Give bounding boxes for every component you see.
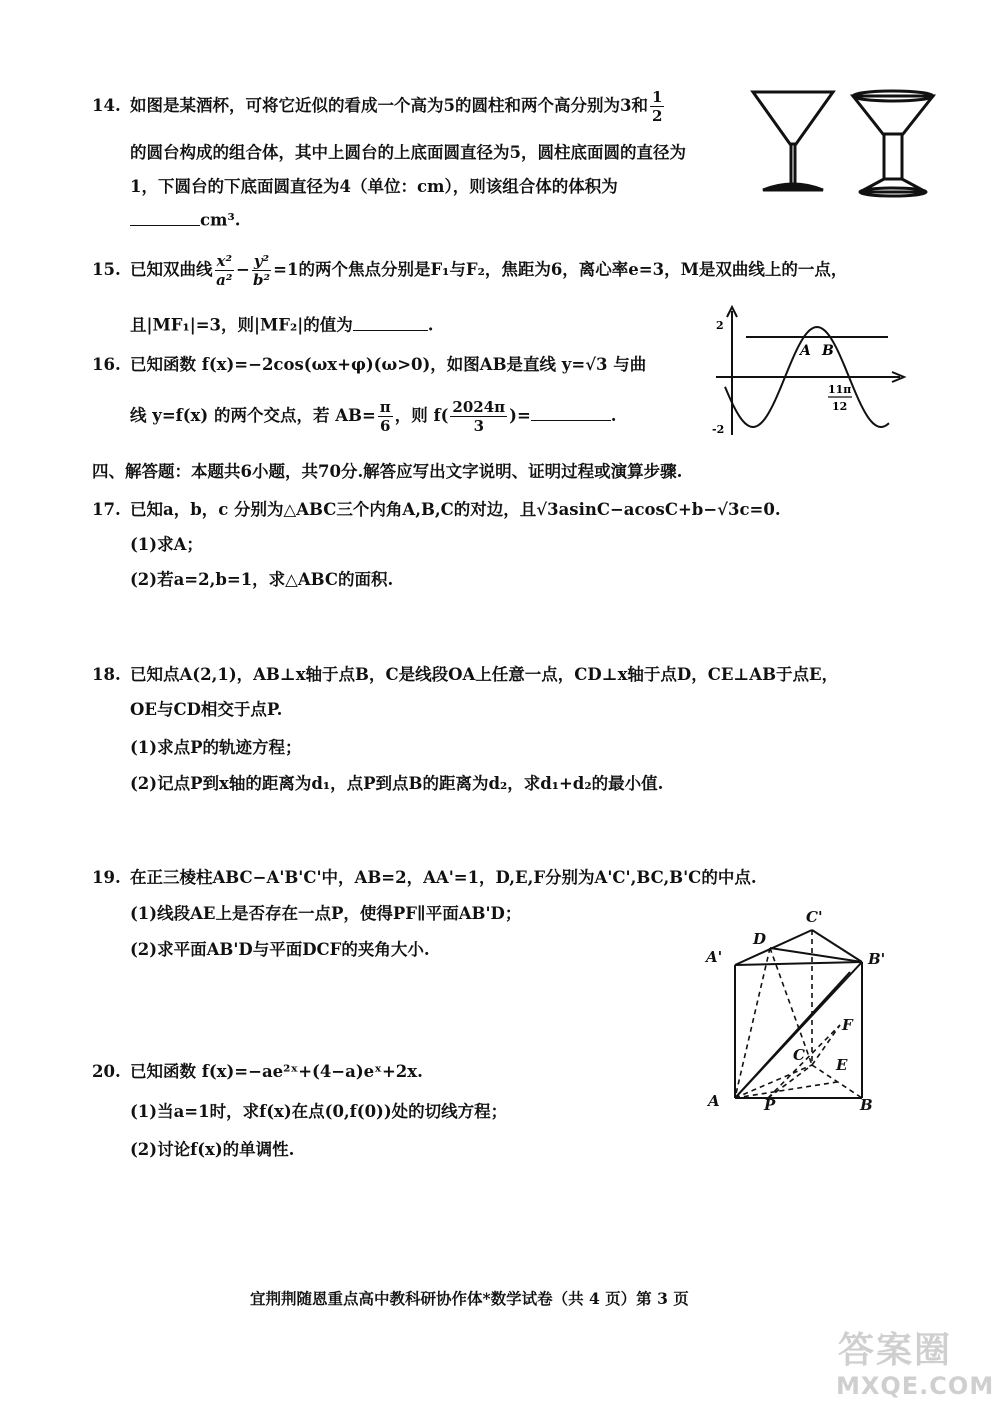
q16-line1	[92, 355, 646, 375]
q18-line2: OE与CD相交于点P.	[130, 700, 283, 719]
label-neg2: -2	[712, 423, 725, 436]
q20-part2: (2)讨论f(x)的单调性.	[130, 1140, 295, 1159]
q18-line1	[92, 665, 838, 685]
label-B: B	[822, 343, 834, 359]
wine-glass-left	[753, 92, 833, 190]
label-A: A	[800, 343, 811, 359]
frac-num: 1	[651, 88, 663, 106]
q14-unit: cm³.	[200, 210, 241, 230]
frac-den: 2	[651, 107, 663, 125]
point-D: D	[753, 930, 767, 948]
q20-part1: (1)当a=1时，求f(x)在点(0,f(0))处的切线方程；	[130, 1102, 508, 1121]
answer-blank	[353, 313, 428, 331]
q17-part1: (1)求A；	[130, 535, 203, 554]
q19-part1: (1)线段AE上是否存在一点P，使得PF∥平面AB'D；	[130, 904, 522, 923]
question-number: 15.	[92, 260, 121, 279]
q16-fraction-ab	[378, 398, 393, 435]
frac-den: 3	[473, 417, 484, 435]
q15-text: =1的两个焦点分别是F₁与F₂，焦距为6，离心率e=3，M是双曲线上的一点，	[273, 260, 848, 279]
vertex-B1: B'	[868, 950, 886, 968]
q15-text2: 且|MF₁|=3，则|MF₂|的值为	[130, 315, 353, 335]
label-2: 2	[716, 319, 724, 332]
q16-line2	[130, 398, 617, 435]
q16-text2c: )=	[509, 406, 531, 425]
q20-line1	[92, 1062, 423, 1082]
q19-line1	[92, 868, 757, 888]
hyperbola-y-term: $\frac{\text{y²}}{\text{b²}}$	[252, 252, 271, 289]
q17-part2: (2)若a=2,b=1，求△ABC的面积.	[130, 570, 394, 589]
q19-text: 在正三棱柱ABC−A'B'C'中，AB=2，AA'=1，D,E,F分别为A'C',BC,B'C的中点.	[130, 868, 757, 887]
frac-num: 2024π	[452, 398, 506, 416]
question-number: 20.	[92, 1062, 121, 1081]
q15-end: .	[427, 315, 434, 335]
wine-glass-figure	[748, 82, 943, 202]
question-number: 18.	[92, 665, 121, 684]
point-P: P	[764, 1096, 776, 1114]
frac-den: 6	[380, 417, 391, 435]
question-number: 19.	[92, 868, 121, 887]
wine-glass-right	[853, 91, 933, 196]
q20-text: 已知函数 f(x)=−ae²ˣ+(4−a)eˣ+2x.	[130, 1062, 423, 1081]
question-number: 14.	[92, 96, 121, 115]
watermark-site: MXQE.COM	[836, 1372, 995, 1400]
vertex-C1: C'	[806, 908, 823, 926]
prism-figure	[700, 900, 900, 1120]
answer-blank	[531, 404, 611, 422]
q15-pre: 已知双曲线	[130, 260, 213, 279]
question-number: 17.	[92, 500, 121, 519]
q15-line2	[130, 313, 433, 335]
q16-fraction-arg	[450, 398, 507, 435]
frac-num: π	[379, 398, 391, 416]
q18-text: 已知点A(2,1)，AB⊥x轴于点B，C是线段OA上任意一点，CD⊥x轴于点D，CE⊥AB于点E，	[130, 665, 839, 684]
q16-text2a: 线 y=f(x) 的两个交点，若 AB=	[130, 406, 376, 425]
q14-line2: 的圆台构成的组合体，其中上圆台的上底面圆直径为5，圆柱底面圆的直径为	[130, 143, 686, 162]
point-E: E	[836, 1056, 848, 1074]
vertex-B: B	[860, 1096, 873, 1114]
vertex-A1: A'	[706, 948, 723, 966]
answer-blank	[130, 208, 200, 226]
question-number: 16.	[92, 355, 121, 374]
q16-text2b: ，则 f(	[394, 406, 449, 425]
hyperbola-x-term: $\frac{\text{x²}}{\text{a²}}$	[216, 252, 233, 289]
tick-den: 12	[832, 400, 848, 413]
tick-num: 11π	[828, 383, 852, 396]
q16-graph	[710, 305, 910, 440]
q14-text: 如图是某酒杯，可将它近似的看成一个高为5的圆柱和两个高分别为3和	[130, 96, 648, 115]
section-heading: 四、解答题：本题共6小题，共70分.解答应写出文字说明、证明过程或演算步骤.	[92, 462, 683, 481]
q16-end: .	[610, 406, 617, 425]
point-F: F	[842, 1016, 853, 1034]
q18-part2: (2)记点P到x轴的距离为d₁，点P到点B的距离为d₂，求d₁+d₂的最小值.	[130, 774, 664, 793]
q14-line1	[92, 88, 666, 125]
q16-text: 已知函数 f(x)=−2cos(ωx+φ)(ω>0)，如图AB是直线 y=√3 与曲	[130, 355, 647, 374]
vertex-A: A	[708, 1092, 720, 1110]
q14-line3: 1，下圆台的下底面圆直径为4（单位：cm），则该组合体的体积为	[130, 177, 618, 196]
vertex-C: C	[793, 1046, 805, 1064]
q15-line1: 15. 已知双曲线 $\frac{\text{x²}}{\text{a²}}$ − $\frac{\text{y²}}{\text{b²}}$ =1的两个焦点分别是F₁与F₂，焦距为6，离心率e=3，M是双曲线上的一点，	[92, 252, 848, 289]
q17-text: 已知a，b，c 分别为△ABC三个内角A,B,C的对边，且√3asinC−acosC+b−√3c=0.	[130, 500, 781, 519]
q14-line4	[130, 208, 240, 230]
q18-part1: (1)求点P的轨迹方程；	[130, 738, 302, 757]
q17-line1	[92, 500, 781, 520]
watermark-logo: 答案圈	[838, 1330, 953, 1371]
page-footer: 宜荆荆随恩重点高中教科研协作体*数学试卷（共 4 页）第 3 页	[250, 1289, 689, 1308]
q14-fraction	[650, 88, 664, 125]
q19-part2: (2)求平面AB'D与平面DCF的夹角大小.	[130, 940, 430, 959]
